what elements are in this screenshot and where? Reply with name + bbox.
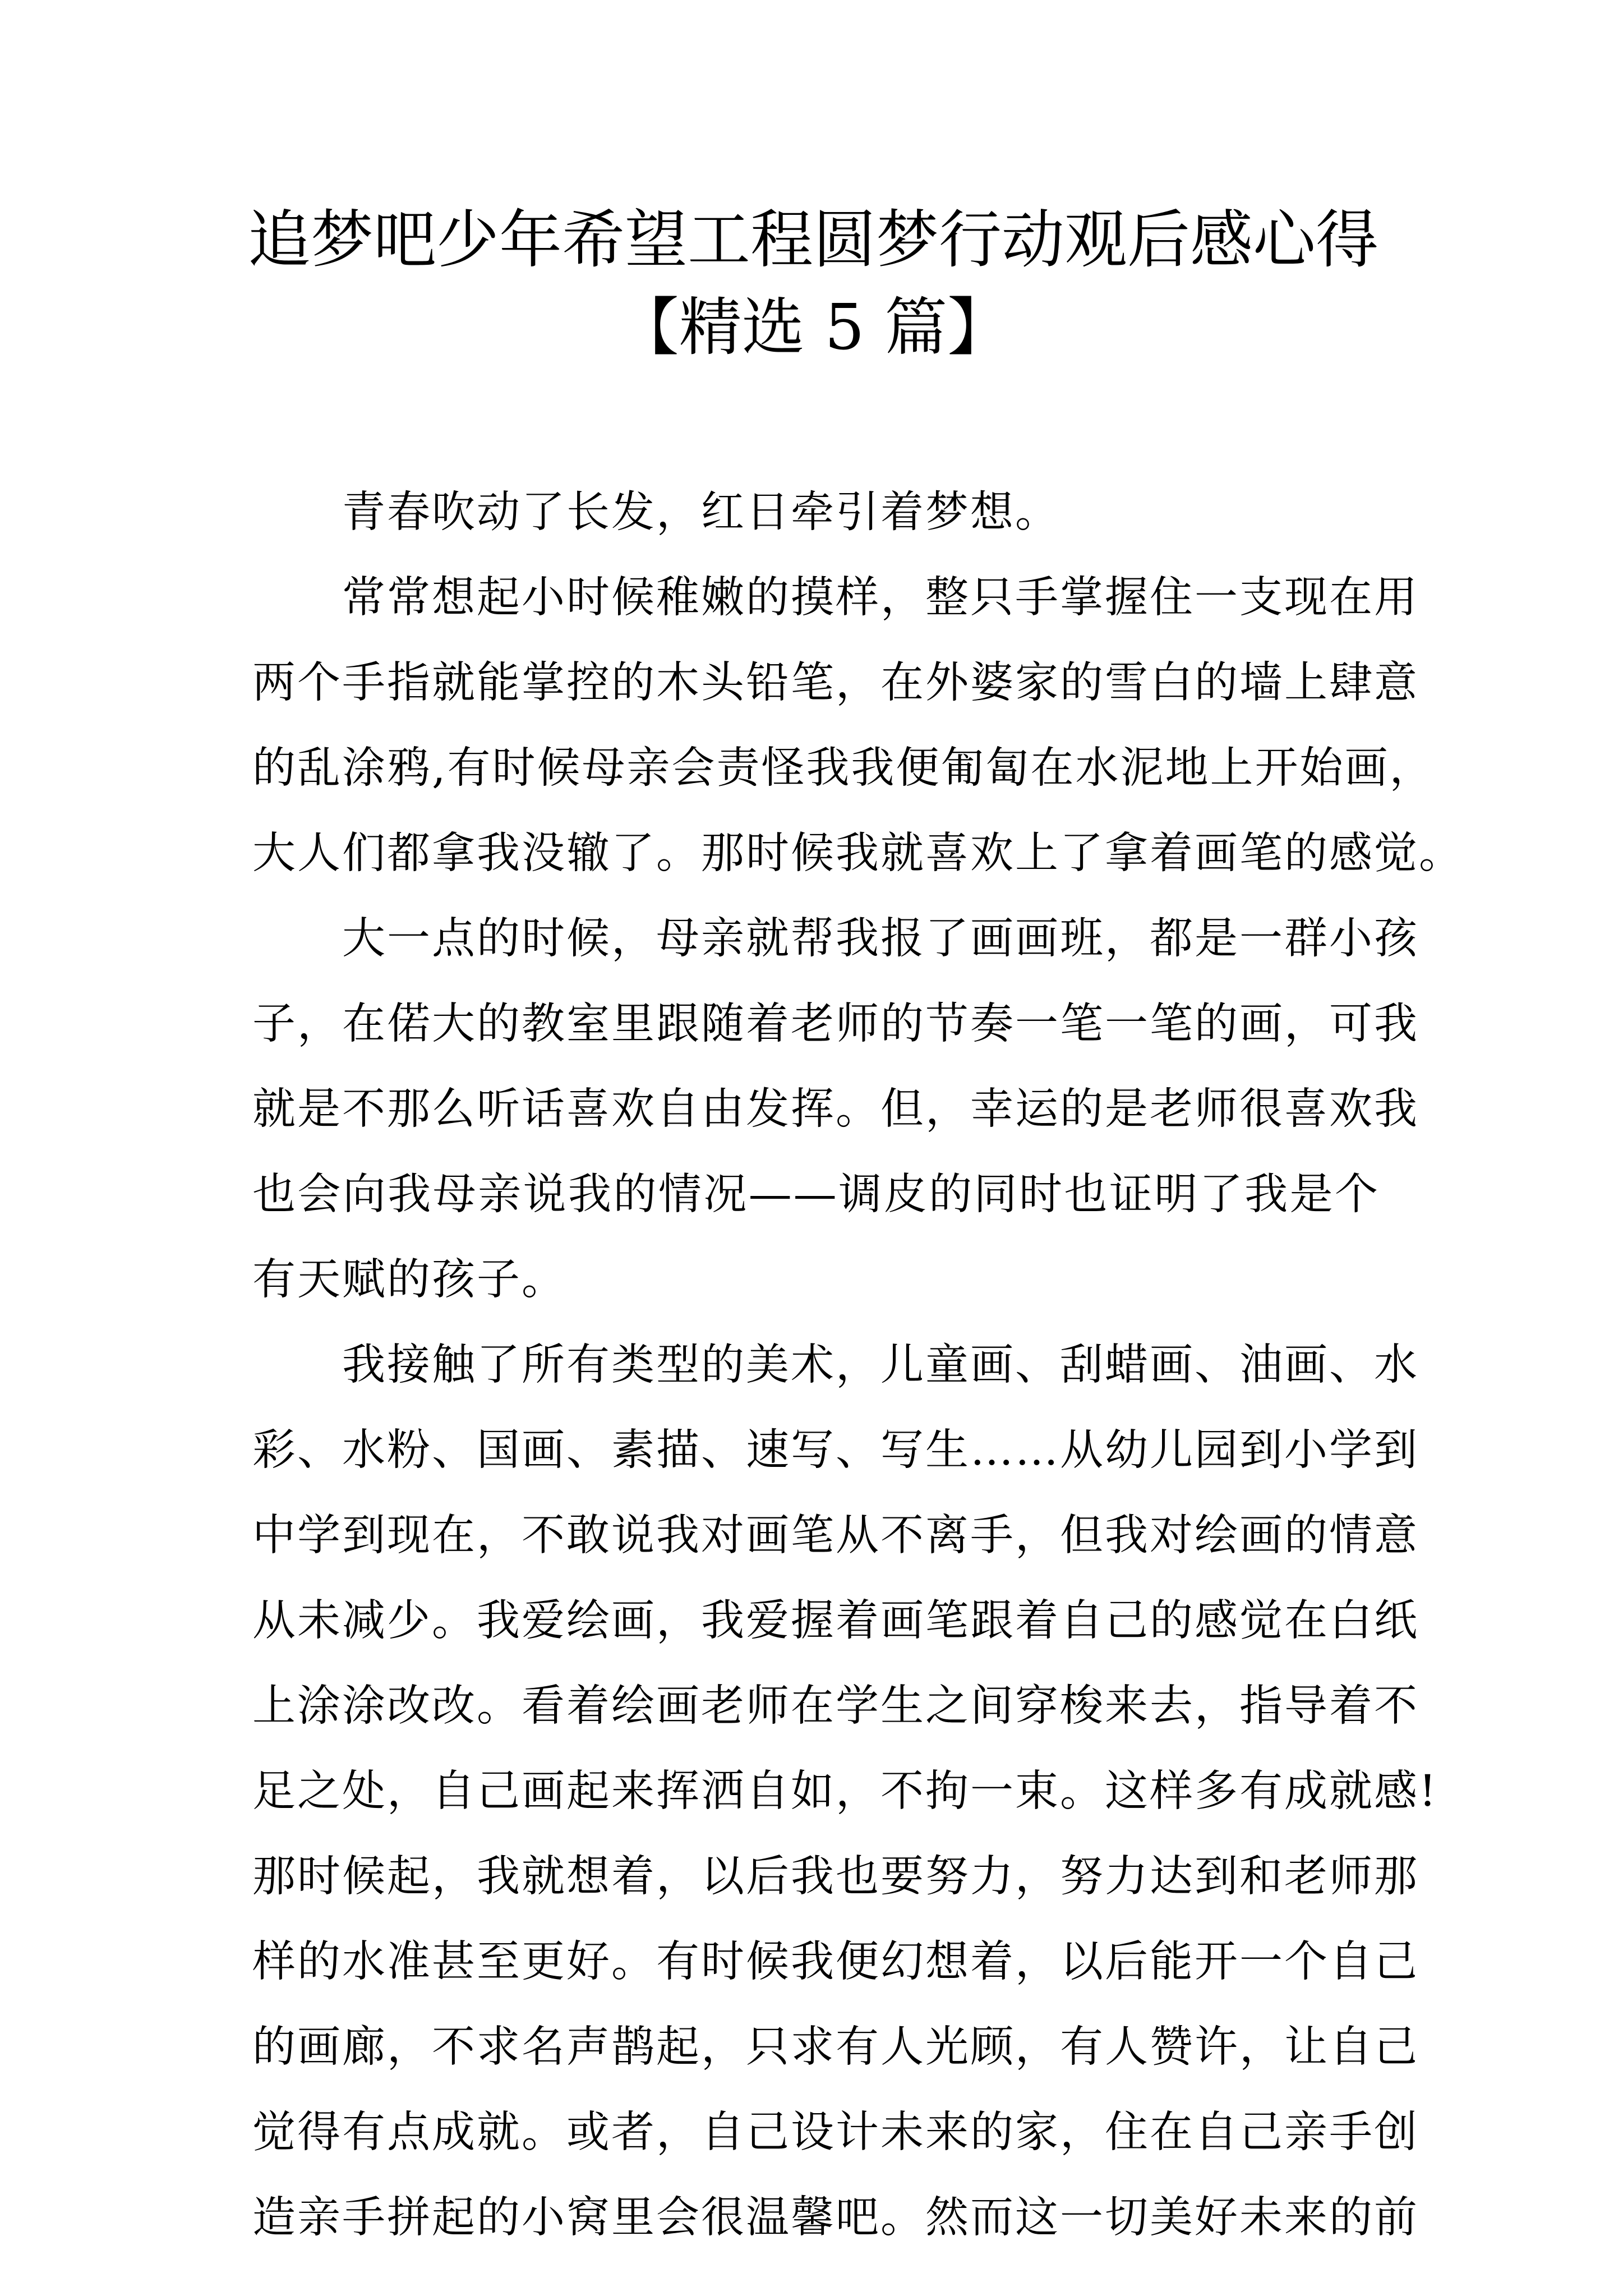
- body-text-line: 大一点的时候，母亲就帮我报了画画班，都是一群小孩: [342, 914, 1419, 964]
- body-text-line: 上涂涂改改。看着绘画老师在学生之间穿梭来去，指导着不: [252, 1681, 1419, 1731]
- document-title-line-1: 追梦吧少年希望工程圆梦行动观后感心得: [248, 204, 1378, 277]
- body-text-line: 有天赋的孩子。: [252, 1255, 566, 1305]
- body-text-line: 两个手指就能掌控的木头铅笔，在外婆家的雪白的墙上肆意: [252, 658, 1419, 708]
- document-body: [252, 470, 1464, 2261]
- body-text-line: 中学到现在，不敢说我对画笔从不离手，但我对绘画的情意: [252, 1511, 1419, 1561]
- body-text-line: 也会向我母亲说我的情况——调皮的同时也证明了我是个: [252, 1170, 1380, 1220]
- body-text-line: 的画廊，不求名声鹊起，只求有人光顾，有人赞许，让自己: [252, 2022, 1419, 2072]
- body-text-line: 青春吹动了长发，红日牵引着梦想。: [342, 487, 1060, 537]
- body-text-line: 样的水准甚至更好。有时候我便幻想着，以后能开一个自己: [252, 1937, 1419, 1987]
- body-text-line: 造亲手拼起的小窝里会很温馨吧。然而这一切美好未来的前: [252, 2193, 1419, 2243]
- document-title-line-2: 【精选 5 篇】: [616, 291, 1011, 364]
- body-text-line: 子，在偌大的教室里跟随着老师的节奏一笔一笔的画，可我: [252, 999, 1419, 1049]
- body-text-line: 常常想起小时候稚嫩的摸样，整只手掌握住一支现在用: [342, 573, 1419, 623]
- body-text-line: 足之处，自己画起来挥洒自如，不拘一束。这样多有成就感!: [252, 1766, 1438, 1816]
- body-text-line: 我接触了所有类型的美术，儿童画、刮蜡画、油画、水: [342, 1340, 1419, 1390]
- body-text-line: 觉得有点成就。或者，自己设计未来的家，住在自己亲手创: [252, 2108, 1419, 2157]
- body-text-line: 从未减少。我爱绘画，我爱握着画笔跟着自己的感觉在白纸: [252, 1596, 1419, 1646]
- body-text-line: 的乱涂鸦,有时候母亲会责怪我我便匍匐在水泥地上开始画，: [252, 743, 1435, 793]
- body-text-line: 彩、水粉、国画、素描、速写、写生……从幼儿园到小学到: [252, 1425, 1419, 1475]
- body-text-line: 那时候起，我就想着，以后我也要努力，努力达到和老师那: [252, 1852, 1419, 1902]
- body-text-line: 大人们都拿我没辙了。那时候我就喜欢上了拿着画笔的感觉。: [252, 829, 1464, 878]
- body-text-line: 就是不那么听话喜欢自由发挥。但，幸运的是老师很喜欢我: [252, 1084, 1419, 1134]
